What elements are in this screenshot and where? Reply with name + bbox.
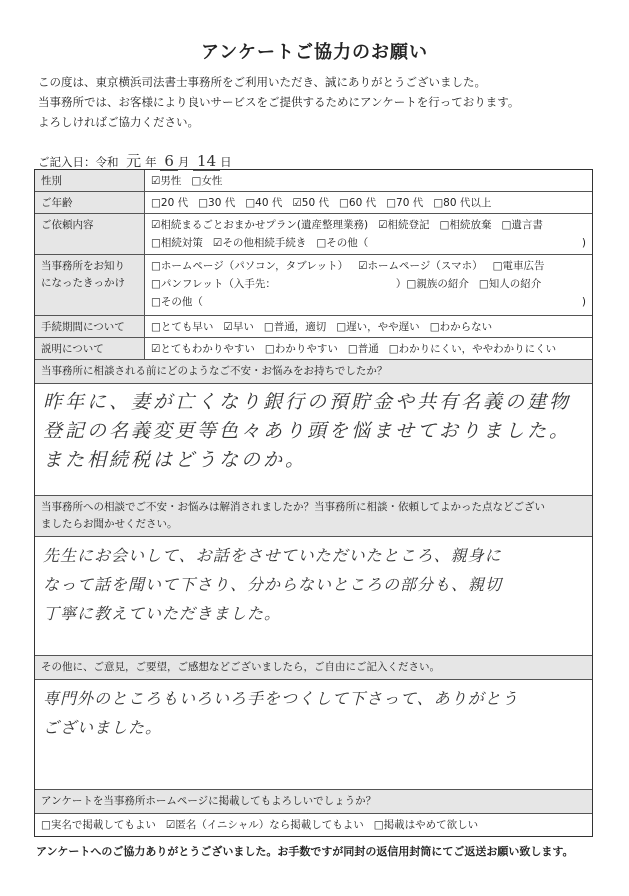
intro-line: 当事務所では、お客様により良いサービスをご提供するためにアンケートを行っております。 [38, 95, 520, 109]
service-registration-checkbox[interactable]: ☑相続登記 [378, 219, 430, 231]
age-70-checkbox[interactable]: □70 代 [386, 197, 424, 209]
gender-row [35, 170, 592, 192]
period-unknown-checkbox[interactable]: □わからない [429, 321, 493, 333]
publish-initials-checkbox[interactable]: ☑匿名（イニシャル）なら掲載してもよい [165, 819, 364, 831]
service-other-procedures-checkbox[interactable]: ☑その他相続手続き [212, 237, 307, 249]
survey-form [34, 169, 593, 837]
q2-question-line: ましたらお聞かせください。 [41, 518, 178, 530]
intro-line: よろしければご協力ください。 [38, 115, 199, 129]
period-fast-checkbox[interactable]: ☑早い [223, 321, 254, 333]
source-other-checkbox[interactable]: □その他（ [151, 296, 203, 308]
age-50-checkbox[interactable]: ☑50 代 [292, 197, 329, 209]
footer-note: アンケートへのご協力ありがとうございました。お手数ですが同封の返信用封筒にてご返送お願い致します。 [36, 845, 574, 858]
answer-line: 丁寧に教えていただきました。 [43, 604, 282, 623]
service-renounce-checkbox[interactable]: □相続放棄 [439, 219, 492, 231]
answer-line: なって話を聞いて下さり、分からないところの部分も、親切 [43, 575, 503, 594]
age-row [35, 192, 592, 214]
explain-clear-checkbox[interactable]: □わかりやすい [264, 343, 338, 355]
gender-label: 性別 [35, 170, 145, 191]
age-label: ご年齢 [35, 192, 145, 213]
explain-label: 説明について [35, 338, 145, 359]
explain-row [35, 338, 592, 360]
q3-question: その他に、ご意見，ご要望，ご感想などございましたら，ご自由にご記入ください。 [35, 656, 592, 680]
year-suffix: 年 [145, 155, 157, 169]
date-era-year[interactable]: 元 [126, 152, 142, 170]
date-label: ご記入日：令和 [38, 155, 119, 169]
explain-unclear-checkbox[interactable]: □わかりにくい，ややわかりにくい [388, 343, 557, 355]
day-suffix: 日 [220, 155, 232, 169]
gender-male-checkbox[interactable]: ☑男性 [151, 175, 182, 187]
age-20-checkbox[interactable]: □20 代 [151, 197, 189, 209]
age-30-checkbox[interactable]: □30 代 [198, 197, 236, 209]
date-day[interactable]: 14 [197, 152, 217, 170]
period-slow-checkbox[interactable]: □遅い，やや遅い [336, 321, 420, 333]
service-other-checkbox[interactable]: □その他（ [316, 237, 369, 249]
source-other-close: ) [581, 296, 586, 308]
source-smartphone-checkbox[interactable]: ☑ホームページ（スマホ） [358, 260, 483, 272]
answer-line: また相続税はどうなのか。 [43, 449, 308, 471]
q3-answer[interactable] [35, 680, 592, 790]
service-will-checkbox[interactable]: □遺言書 [501, 219, 543, 231]
period-label: 手続期間について [35, 316, 145, 337]
source-acquaintance-checkbox[interactable]: □知人の紹介 [478, 278, 542, 290]
age-80-checkbox[interactable]: □80 代以上 [433, 197, 492, 209]
source-pc-checkbox[interactable]: □ホームページ（パソコン，タブレット） [151, 260, 349, 272]
answer-line: 先生にお会いして、お話をさせていただいたところ、親身に [43, 546, 502, 565]
period-very-fast-checkbox[interactable]: □とても早い [151, 321, 214, 333]
q2-question [35, 496, 592, 537]
period-normal-checkbox[interactable]: □普通，適切 [263, 321, 327, 333]
q1-question: 当事務所に相談される前にどのようなご不安・お悩みをお持ちでしたか？ [35, 360, 592, 384]
explain-very-clear-checkbox[interactable]: ☑とてもわかりやすい [151, 343, 255, 355]
publish-row [35, 814, 592, 836]
publish-question: アンケートを当事務所ホームページに掲載してもよろしいでしょうか？ [35, 790, 592, 814]
period-row [35, 316, 592, 338]
source-family-checkbox[interactable]: ）□親族の紹介 [395, 278, 469, 290]
service-label: ご依頼内容 [35, 214, 145, 254]
source-row [35, 255, 592, 316]
age-60-checkbox[interactable]: □60 代 [339, 197, 377, 209]
answer-line: 登記の名義変更等色々あり頭を悩ませておりました。 [43, 420, 572, 442]
q2-answer[interactable] [35, 537, 592, 656]
answer-line: 昨年に、妻が亡くなり銀行の預貯金や共有名義の建物 [43, 391, 572, 413]
service-row [35, 214, 592, 255]
source-pamphlet-checkbox[interactable]: □パンフレット（入手先： [151, 278, 276, 290]
explain-normal-checkbox[interactable]: □普通 [347, 343, 379, 355]
age-40-checkbox[interactable]: □40 代 [245, 197, 283, 209]
gender-female-checkbox[interactable]: □女性 [191, 175, 223, 187]
answer-line: 専門外のところもいろいろ手をつくして下さって、ありがとう [43, 689, 519, 708]
service-other-close: ) [581, 237, 586, 249]
publish-no-checkbox[interactable]: □掲載はやめて欲しい [373, 819, 479, 831]
source-label [35, 255, 145, 315]
page-title: アンケートご協力のお願い [201, 42, 428, 63]
source-label-line: 当事務所をお知り [41, 260, 125, 272]
intro-line: この度は、東京横浜司法書士事務所をご利用いただき、誠にありがとうございました。 [38, 75, 487, 89]
q1-answer[interactable] [35, 384, 592, 496]
source-label-line: になったきっかけ [41, 277, 125, 289]
service-full-plan-checkbox[interactable]: ☑相続まるごとおまかせプラン(遺産整理業務) [151, 219, 369, 231]
service-planning-checkbox[interactable]: □相続対策 [151, 237, 203, 249]
date-month[interactable]: 6 [164, 152, 174, 170]
source-train-ad-checkbox[interactable]: □電車広告 [492, 260, 545, 272]
publish-realname-checkbox[interactable]: □実名で掲載してもよい [41, 819, 156, 831]
month-suffix: 月 [177, 155, 190, 169]
intro-text [38, 72, 519, 132]
answer-line: ございました。 [43, 718, 163, 737]
q2-question-line: 当事務所への相談でご不安・お悩みは解消されましたか？当事務所に相談・依頼してよかった点などござい [41, 501, 545, 513]
